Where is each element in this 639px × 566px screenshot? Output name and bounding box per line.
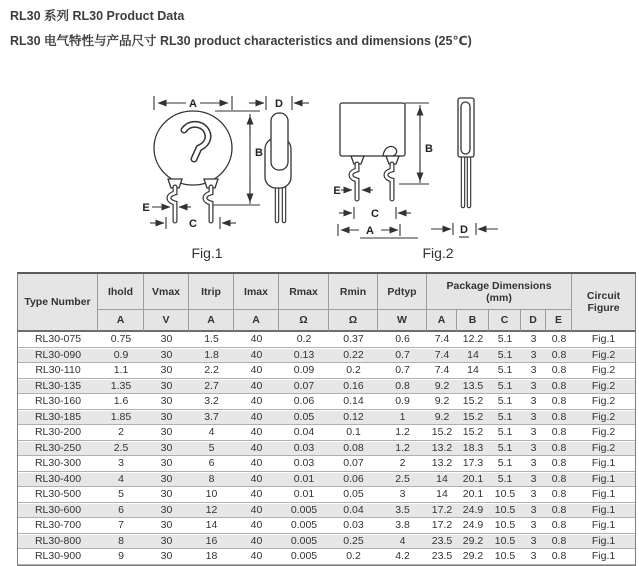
cell-dim-a: 7.4 <box>427 363 457 379</box>
fig2-dim-a-label: A <box>366 225 374 237</box>
cell-rmax: 0.05 <box>279 410 329 426</box>
cell-rmax: 0.01 <box>279 472 329 488</box>
cell-rmax: 0.005 <box>279 534 329 550</box>
cell-imax: 40 <box>234 425 279 441</box>
table-row <box>18 487 635 503</box>
cell-dim-c: 5.1 <box>489 456 521 472</box>
cell-ihold: 3 <box>98 456 144 472</box>
cell-itrip: 3.2 <box>189 394 234 410</box>
cell-imax: 40 <box>234 379 279 395</box>
col-header-imax: Imax <box>234 274 279 310</box>
fig1-side-body <box>271 113 288 170</box>
cell-ihold: 1.35 <box>98 379 144 395</box>
cell-pdtyp: 3.8 <box>378 518 427 534</box>
cell-imax: 40 <box>234 332 279 348</box>
cell-itrip: 4 <box>189 425 234 441</box>
cell-dim-d: 3 <box>521 379 546 395</box>
cell-dim-d: 3 <box>521 425 546 441</box>
cell-dim-e: 0.8 <box>546 456 572 472</box>
cell-circuit-figure: Fig.1 <box>572 487 635 503</box>
cell-dim-a: 14 <box>427 487 457 503</box>
cell-dim-c: 5.1 <box>489 410 521 426</box>
cell-ihold: 8 <box>98 534 144 550</box>
cell-vmax: 30 <box>144 549 189 565</box>
fig1-dim-d-label: D <box>275 98 283 110</box>
table-row <box>18 332 635 348</box>
cell-dim-c: 10.5 <box>489 487 521 503</box>
cell-pdtyp: 0.7 <box>378 363 427 379</box>
cell-dim-c: 5.1 <box>489 394 521 410</box>
cell-type-number: RL30-400 <box>18 472 98 488</box>
table-row <box>18 379 635 395</box>
cell-itrip: 6 <box>189 456 234 472</box>
cell-imax: 40 <box>234 348 279 364</box>
cell-itrip: 5 <box>189 441 234 457</box>
table-row <box>18 472 635 488</box>
cell-pdtyp: 3.5 <box>378 503 427 519</box>
cell-circuit-figure: Fig.1 <box>572 549 635 565</box>
cell-imax: 40 <box>234 549 279 565</box>
cell-dim-c: 10.5 <box>489 534 521 550</box>
package-dimensions-unit: (mm) <box>486 291 512 304</box>
cell-vmax: 30 <box>144 441 189 457</box>
package-dimension-diagrams <box>0 80 639 265</box>
cell-pdtyp: 2 <box>378 456 427 472</box>
cell-pdtyp: 1.2 <box>378 441 427 457</box>
cell-type-number: RL30-160 <box>18 394 98 410</box>
cell-vmax: 30 <box>144 472 189 488</box>
cell-vmax: 30 <box>144 534 189 550</box>
cell-dim-a: 9.2 <box>427 379 457 395</box>
cell-type-number: RL30-500 <box>18 487 98 503</box>
cell-dim-c: 5.1 <box>489 363 521 379</box>
cell-circuit-figure: Fig.2 <box>572 394 635 410</box>
cell-ihold: 7 <box>98 518 144 534</box>
cell-rmax: 0.005 <box>279 549 329 565</box>
page-title: RL30 系列 RL30 Product Data <box>10 9 185 23</box>
col-header-rmax: Rmax <box>279 274 329 310</box>
cell-dim-b: 13.5 <box>457 379 489 395</box>
cell-imax: 40 <box>234 472 279 488</box>
cell-vmax: 30 <box>144 348 189 364</box>
cell-dim-a: 14 <box>427 472 457 488</box>
page-subtitle: RL30 电气特性与产品尺寸 RL30 product characteristics and dimensions (25℃) <box>10 34 472 48</box>
table-header-row-1 <box>18 274 635 310</box>
cell-ihold: 1.6 <box>98 394 144 410</box>
cell-rmin: 0.03 <box>329 518 378 534</box>
unit-itrip: A <box>189 310 234 332</box>
fig2-dim-d-label: D <box>460 224 468 236</box>
cell-itrip: 14 <box>189 518 234 534</box>
cell-dim-a: 23.5 <box>427 549 457 565</box>
col-header-circuit-figure: Circuit Figure <box>572 274 635 332</box>
cell-itrip: 12 <box>189 503 234 519</box>
cell-imax: 40 <box>234 456 279 472</box>
cell-dim-a: 7.4 <box>427 332 457 348</box>
cell-rmin: 0.04 <box>329 503 378 519</box>
cell-vmax: 30 <box>144 379 189 395</box>
cell-vmax: 30 <box>144 456 189 472</box>
cell-ihold: 2 <box>98 425 144 441</box>
cell-dim-c: 5.1 <box>489 441 521 457</box>
cell-rmin: 0.25 <box>329 534 378 550</box>
cell-dim-d: 3 <box>521 472 546 488</box>
cell-circuit-figure: Fig.2 <box>572 379 635 395</box>
cell-imax: 40 <box>234 518 279 534</box>
cell-dim-d: 3 <box>521 394 546 410</box>
cell-vmax: 30 <box>144 425 189 441</box>
cell-dim-a: 9.2 <box>427 410 457 426</box>
cell-rmax: 0.2 <box>279 332 329 348</box>
cell-itrip: 8 <box>189 472 234 488</box>
cell-dim-a: 17.2 <box>427 518 457 534</box>
cell-vmax: 30 <box>144 332 189 348</box>
cell-imax: 40 <box>234 394 279 410</box>
cell-rmin: 0.12 <box>329 410 378 426</box>
cell-type-number: RL30-075 <box>18 332 98 348</box>
cell-imax: 40 <box>234 487 279 503</box>
cell-vmax: 30 <box>144 363 189 379</box>
col-header-type-number: Type Number <box>18 274 98 332</box>
cell-dim-d: 3 <box>521 503 546 519</box>
cell-pdtyp: 4 <box>378 534 427 550</box>
dim-col-c: C <box>489 310 521 332</box>
dim-col-d: D <box>521 310 546 332</box>
cell-pdtyp: 0.6 <box>378 332 427 348</box>
cell-dim-e: 0.8 <box>546 441 572 457</box>
col-header-pdtyp: Pdtyp <box>378 274 427 310</box>
cell-dim-c: 5.1 <box>489 425 521 441</box>
cell-rmin: 0.2 <box>329 549 378 565</box>
cell-circuit-figure: Fig.1 <box>572 503 635 519</box>
cell-circuit-figure: Fig.1 <box>572 456 635 472</box>
cell-dim-d: 3 <box>521 410 546 426</box>
cell-ihold: 0.75 <box>98 332 144 348</box>
cell-circuit-figure: Fig.2 <box>572 363 635 379</box>
cell-dim-b: 15.2 <box>457 410 489 426</box>
cell-dim-e: 0.8 <box>546 348 572 364</box>
unit-ihold: A <box>98 310 144 332</box>
cell-pdtyp: 0.9 <box>378 394 427 410</box>
cell-vmax: 30 <box>144 394 189 410</box>
cell-dim-a: 13.2 <box>427 441 457 457</box>
cell-vmax: 30 <box>144 487 189 503</box>
cell-type-number: RL30-250 <box>18 441 98 457</box>
cell-dim-e: 0.8 <box>546 425 572 441</box>
dim-col-a: A <box>427 310 457 332</box>
cell-dim-c: 10.5 <box>489 503 521 519</box>
fig1-dim-b-label: B <box>255 147 263 159</box>
table-row <box>18 410 635 426</box>
col-header-rmin: Rmin <box>329 274 378 310</box>
cell-dim-e: 0.8 <box>546 394 572 410</box>
cell-pdtyp: 3 <box>378 487 427 503</box>
cell-rmin: 0.06 <box>329 472 378 488</box>
cell-type-number: RL30-200 <box>18 425 98 441</box>
product-data-table <box>17 272 636 566</box>
cell-dim-b: 18.3 <box>457 441 489 457</box>
cell-rmin: 0.16 <box>329 379 378 395</box>
cell-dim-d: 3 <box>521 441 546 457</box>
cell-ihold: 9 <box>98 549 144 565</box>
cell-dim-e: 0.8 <box>546 332 572 348</box>
cell-circuit-figure: Fig.2 <box>572 441 635 457</box>
cell-rmax: 0.06 <box>279 394 329 410</box>
cell-dim-d: 3 <box>521 549 546 565</box>
cell-rmax: 0.07 <box>279 379 329 395</box>
cell-itrip: 2.2 <box>189 363 234 379</box>
cell-dim-d: 3 <box>521 534 546 550</box>
cell-dim-e: 0.8 <box>546 534 572 550</box>
cell-dim-d: 3 <box>521 332 546 348</box>
cell-dim-e: 0.8 <box>546 379 572 395</box>
fig2-side-view <box>431 98 498 237</box>
cell-itrip: 2.7 <box>189 379 234 395</box>
cell-rmin: 0.07 <box>329 456 378 472</box>
cell-rmin: 0.05 <box>329 487 378 503</box>
cell-dim-a: 23.5 <box>427 534 457 550</box>
dim-col-e: E <box>546 310 572 332</box>
cell-dim-c: 5.1 <box>489 348 521 364</box>
cell-ihold: 1.85 <box>98 410 144 426</box>
cell-vmax: 30 <box>144 410 189 426</box>
cell-rmin: 0.08 <box>329 441 378 457</box>
fig1-caption: Fig.1 <box>191 245 223 261</box>
unit-rmax: Ω <box>279 310 329 332</box>
fig1-dim-e-label: E <box>142 202 150 214</box>
cell-itrip: 3.7 <box>189 410 234 426</box>
cell-type-number: RL30-135 <box>18 379 98 395</box>
dim-col-b: B <box>457 310 489 332</box>
cell-dim-b: 20.1 <box>457 487 489 503</box>
fig1-front-view <box>142 96 263 230</box>
cell-dim-e: 0.8 <box>546 503 572 519</box>
cell-type-number: RL30-600 <box>18 503 98 519</box>
table-body <box>18 332 635 565</box>
table-row <box>18 363 635 379</box>
cell-pdtyp: 1.2 <box>378 425 427 441</box>
cell-pdtyp: 1 <box>378 410 427 426</box>
package-dimensions-label: Package Dimensions <box>446 279 552 292</box>
cell-imax: 40 <box>234 534 279 550</box>
cell-itrip: 1.8 <box>189 348 234 364</box>
cell-ihold: 1.1 <box>98 363 144 379</box>
cell-dim-a: 15.2 <box>427 425 457 441</box>
cell-type-number: RL30-185 <box>18 410 98 426</box>
cell-rmax: 0.01 <box>279 487 329 503</box>
table-row <box>18 518 635 534</box>
cell-rmax: 0.03 <box>279 441 329 457</box>
cell-dim-b: 17.3 <box>457 456 489 472</box>
cell-type-number: RL30-800 <box>18 534 98 550</box>
table-row <box>18 348 635 364</box>
unit-imax: A <box>234 310 279 332</box>
cell-circuit-figure: Fig.2 <box>572 348 635 364</box>
cell-dim-d: 3 <box>521 348 546 364</box>
cell-dim-b: 29.2 <box>457 534 489 550</box>
cell-imax: 40 <box>234 363 279 379</box>
cell-ihold: 4 <box>98 472 144 488</box>
cell-vmax: 30 <box>144 518 189 534</box>
cell-dim-d: 3 <box>521 456 546 472</box>
table-row <box>18 534 635 550</box>
cell-dim-b: 24.9 <box>457 518 489 534</box>
cell-type-number: RL30-110 <box>18 363 98 379</box>
cell-dim-c: 5.1 <box>489 332 521 348</box>
table-row <box>18 549 635 565</box>
cell-ihold: 2.5 <box>98 441 144 457</box>
cell-dim-d: 3 <box>521 363 546 379</box>
cell-itrip: 18 <box>189 549 234 565</box>
cell-rmax: 0.04 <box>279 425 329 441</box>
cell-rmin: 0.2 <box>329 363 378 379</box>
unit-rmin: Ω <box>329 310 378 332</box>
fig2-front-view <box>333 103 433 238</box>
cell-rmax: 0.005 <box>279 503 329 519</box>
cell-vmax: 30 <box>144 503 189 519</box>
fig2-dim-c-label: C <box>371 208 379 220</box>
cell-rmax: 0.005 <box>279 518 329 534</box>
cell-type-number: RL30-090 <box>18 348 98 364</box>
cell-rmin: 0.1 <box>329 425 378 441</box>
cell-type-number: RL30-700 <box>18 518 98 534</box>
cell-dim-a: 17.2 <box>427 503 457 519</box>
fig1-dim-a-label: A <box>189 98 197 110</box>
cell-dim-b: 12.2 <box>457 332 489 348</box>
cell-dim-e: 0.8 <box>546 363 572 379</box>
cell-dim-b: 14 <box>457 363 489 379</box>
table-row <box>18 394 635 410</box>
unit-vmax: V <box>144 310 189 332</box>
cell-imax: 40 <box>234 503 279 519</box>
cell-dim-d: 3 <box>521 487 546 503</box>
cell-dim-c: 5.1 <box>489 379 521 395</box>
cell-rmin: 0.37 <box>329 332 378 348</box>
col-header-package-dimensions <box>427 274 572 310</box>
cell-pdtyp: 2.5 <box>378 472 427 488</box>
cell-imax: 40 <box>234 410 279 426</box>
cell-itrip: 1.5 <box>189 332 234 348</box>
cell-circuit-figure: Fig.1 <box>572 534 635 550</box>
cell-circuit-figure: Fig.2 <box>572 410 635 426</box>
cell-rmin: 0.14 <box>329 394 378 410</box>
cell-dim-b: 29.2 <box>457 549 489 565</box>
unit-pdtyp: W <box>378 310 427 332</box>
cell-dim-b: 20.1 <box>457 472 489 488</box>
cell-pdtyp: 0.7 <box>378 348 427 364</box>
cell-dim-b: 15.2 <box>457 394 489 410</box>
cell-rmax: 0.03 <box>279 456 329 472</box>
cell-type-number: RL30-900 <box>18 549 98 565</box>
cell-pdtyp: 0.8 <box>378 379 427 395</box>
cell-dim-e: 0.8 <box>546 487 572 503</box>
cell-type-number: RL30-300 <box>18 456 98 472</box>
cell-dim-e: 0.8 <box>546 549 572 565</box>
cell-dim-c: 10.5 <box>489 518 521 534</box>
cell-dim-e: 0.8 <box>546 472 572 488</box>
col-header-ihold: Ihold <box>98 274 144 310</box>
cell-dim-e: 0.8 <box>546 518 572 534</box>
cell-dim-a: 9.2 <box>427 394 457 410</box>
cell-circuit-figure: Fig.1 <box>572 332 635 348</box>
cell-circuit-figure: Fig.2 <box>572 425 635 441</box>
cell-dim-c: 5.1 <box>489 472 521 488</box>
col-header-vmax: Vmax <box>144 274 189 310</box>
cell-dim-b: 14 <box>457 348 489 364</box>
cell-circuit-figure: Fig.1 <box>572 518 635 534</box>
cell-rmin: 0.22 <box>329 348 378 364</box>
cell-dim-b: 24.9 <box>457 503 489 519</box>
table-row <box>18 441 635 457</box>
cell-itrip: 10 <box>189 487 234 503</box>
cell-imax: 40 <box>234 441 279 457</box>
cell-dim-d: 3 <box>521 518 546 534</box>
cell-rmax: 0.13 <box>279 348 329 364</box>
fig1-dim-c-label: C <box>189 218 197 230</box>
cell-rmax: 0.09 <box>279 363 329 379</box>
cell-dim-c: 10.5 <box>489 549 521 565</box>
fig2-caption: Fig.2 <box>422 245 454 261</box>
table-header-row-2 <box>18 310 635 332</box>
cell-circuit-figure: Fig.1 <box>572 472 635 488</box>
table-row <box>18 456 635 472</box>
cell-ihold: 5 <box>98 487 144 503</box>
table-row <box>18 503 635 519</box>
cell-dim-a: 13.2 <box>427 456 457 472</box>
cell-dim-e: 0.8 <box>546 410 572 426</box>
cell-ihold: 6 <box>98 503 144 519</box>
table-row <box>18 425 635 441</box>
cell-ihold: 0.9 <box>98 348 144 364</box>
fig2-dim-e-label: E <box>333 185 341 197</box>
cell-pdtyp: 4.2 <box>378 549 427 565</box>
cell-dim-a: 7.4 <box>427 348 457 364</box>
col-header-itrip: Itrip <box>189 274 234 310</box>
cell-dim-b: 15.2 <box>457 425 489 441</box>
cell-itrip: 16 <box>189 534 234 550</box>
fig2-dim-b-label: B <box>425 143 433 155</box>
